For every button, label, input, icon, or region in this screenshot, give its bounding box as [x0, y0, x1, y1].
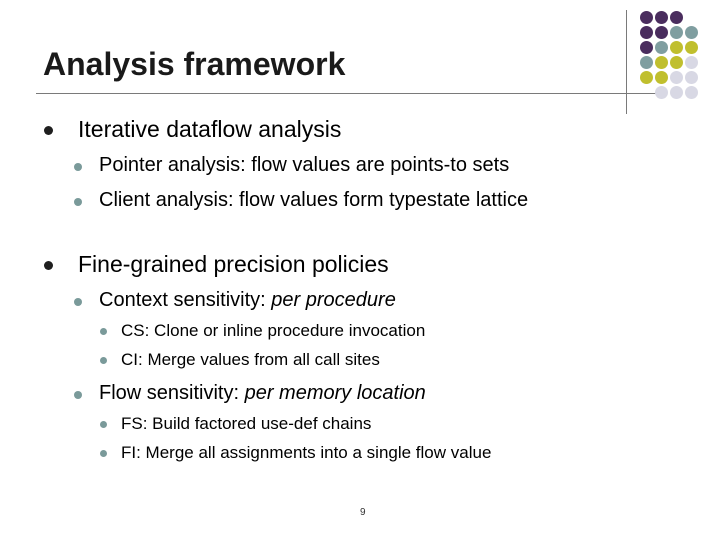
bullet-text-prefix: Flow sensitivity: — [99, 382, 245, 404]
bullet-dot — [100, 450, 107, 457]
decorative-dot — [640, 56, 653, 69]
bullet-item-flow — [99, 382, 426, 405]
bullet-item-iterative — [78, 116, 341, 143]
bullet-dot — [100, 357, 107, 364]
decorative-dot — [670, 26, 683, 39]
bullet-text: Fine-grained precision policies — [78, 251, 389, 277]
decorative-dot — [640, 11, 653, 24]
bullet-text: CI: Merge values from all call sites — [121, 350, 380, 369]
decorative-dot — [670, 71, 683, 84]
decorative-dot — [640, 71, 653, 84]
decorative-dot — [655, 71, 668, 84]
bullet-item-fi — [121, 443, 491, 463]
vertical-divider — [626, 10, 627, 114]
bullet-text: Client analysis: flow values form typestate lattice — [99, 189, 529, 211]
decorative-dot — [655, 11, 668, 24]
decorative-dot — [685, 26, 698, 39]
decorative-dot — [655, 26, 668, 39]
decorative-dot — [685, 86, 698, 99]
bullet-text: CS: Clone or inline procedure invocation — [121, 321, 426, 340]
decorative-dot — [670, 86, 683, 99]
title-divider — [36, 93, 664, 94]
bullet-dot — [100, 421, 107, 428]
bullet-text: FS: Build factored use-def chains — [121, 414, 372, 433]
bullet-item-context — [99, 289, 396, 312]
bullet-text: FI: Merge all assignments into a single flow value — [121, 443, 492, 462]
decorative-dot — [670, 41, 683, 54]
bullet-dot — [44, 261, 53, 270]
decorative-dot — [685, 41, 698, 54]
bullet-dot — [74, 163, 82, 171]
bullet-text: Pointer analysis: flow values are points-to sets — [99, 154, 510, 176]
bullet-item-client — [99, 189, 528, 212]
bullet-dot — [74, 298, 82, 306]
decorative-dot — [655, 41, 668, 54]
bullet-item-fs — [121, 414, 371, 434]
decorative-dot — [685, 71, 698, 84]
decorative-dot — [640, 41, 653, 54]
slide-title: Analysis framework — [43, 46, 346, 82]
decorative-dot — [670, 11, 683, 24]
decorative-dot — [655, 56, 668, 69]
bullet-text: Iterative dataflow analysis — [78, 116, 342, 142]
decorative-dot — [640, 26, 653, 39]
bullet-item-finegrained — [78, 251, 389, 278]
bullet-item-cs — [121, 321, 425, 341]
bullet-dot — [74, 198, 82, 206]
decorative-dot — [670, 56, 683, 69]
bullet-item-ci — [121, 350, 380, 370]
page-number: 9 — [360, 507, 366, 518]
bullet-dot — [100, 328, 107, 335]
decorative-dot — [655, 86, 668, 99]
bullet-item-pointer — [99, 154, 509, 177]
bullet-dot — [44, 126, 53, 135]
bullet-text-emphasis: per memory location — [244, 382, 426, 404]
bullet-text-emphasis: per procedure — [271, 289, 396, 311]
bullet-dot — [74, 391, 82, 399]
decorative-dot — [685, 56, 698, 69]
bullet-text-prefix: Context sensitivity: — [99, 289, 272, 311]
